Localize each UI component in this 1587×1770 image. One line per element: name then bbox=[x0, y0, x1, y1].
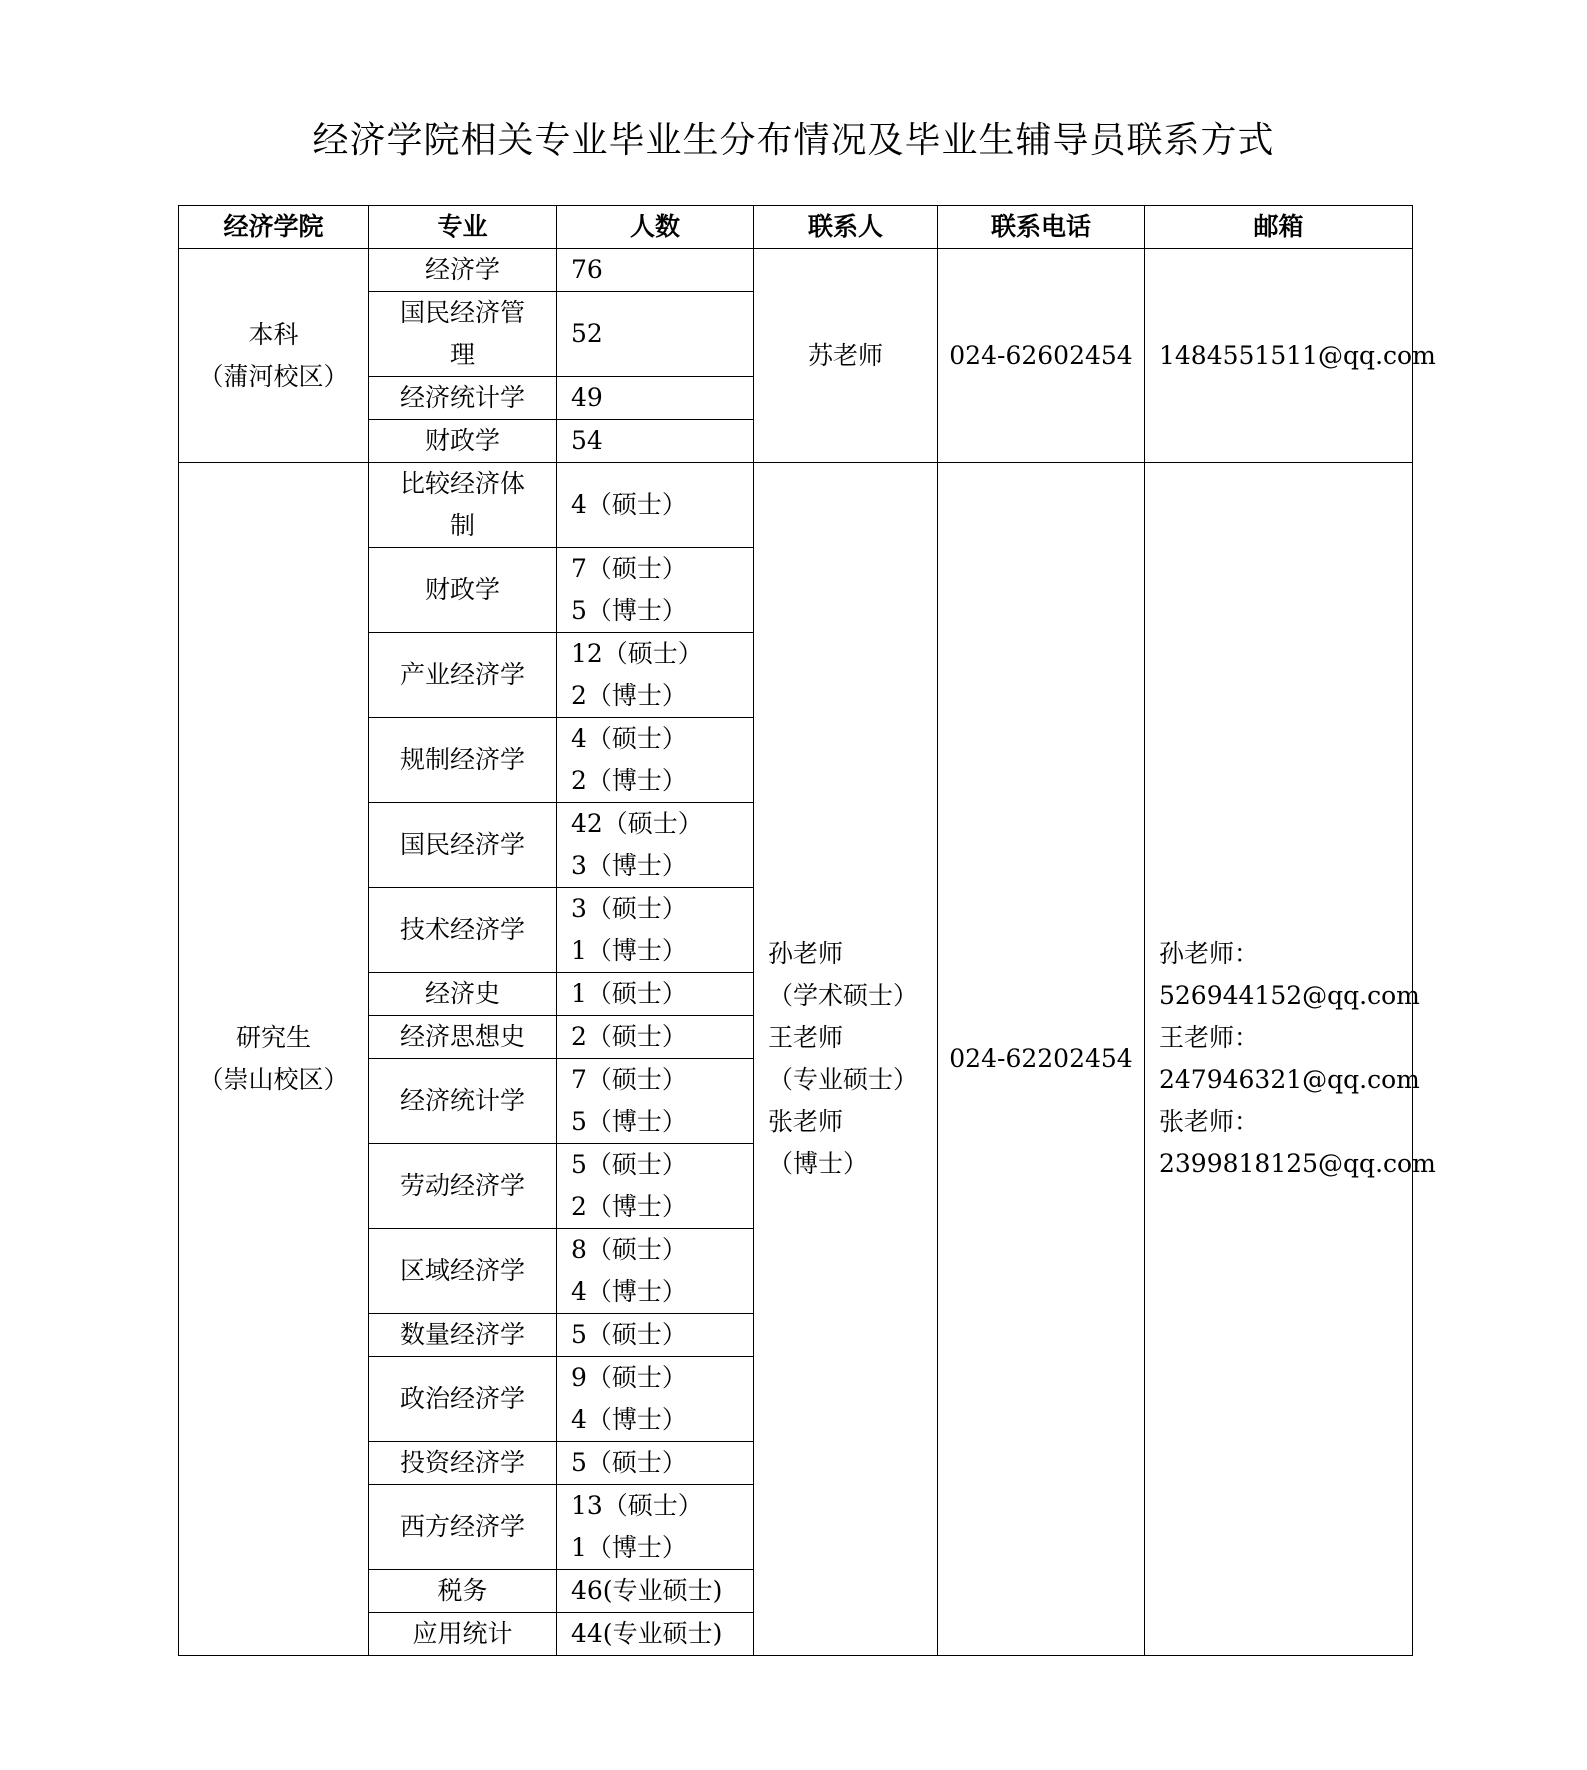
count-text: 4（硕士） bbox=[571, 724, 687, 753]
major-cell bbox=[369, 420, 557, 463]
count-cell bbox=[557, 1570, 754, 1613]
count-cell bbox=[557, 1314, 754, 1357]
category-cell bbox=[179, 249, 369, 463]
major-cell bbox=[369, 1016, 557, 1059]
contact-table bbox=[178, 205, 1436, 1656]
email-cell bbox=[1145, 463, 1436, 1656]
header-email: 邮箱 bbox=[1145, 206, 1413, 249]
contact-text: （学术硕士） bbox=[768, 981, 919, 1010]
count-text: 4（博士） bbox=[571, 1405, 687, 1434]
contact-cell bbox=[754, 249, 938, 463]
count-cell bbox=[557, 548, 754, 633]
major-text: 经济史 bbox=[424, 979, 500, 1008]
table-row bbox=[179, 249, 1413, 292]
count-text: 54 bbox=[571, 426, 603, 455]
count-text: 13（硕士） bbox=[571, 1491, 703, 1520]
count-text: 76 bbox=[571, 255, 603, 284]
major-text: 财政学 bbox=[424, 575, 500, 604]
major-cell bbox=[369, 1314, 557, 1357]
contact-text: 苏老师 bbox=[807, 340, 883, 370]
count-cell bbox=[557, 633, 754, 718]
count-cell bbox=[557, 1059, 754, 1144]
major-text: 技术经济学 bbox=[399, 915, 525, 944]
email-text: 张老师： bbox=[1159, 1107, 1260, 1136]
major-cell bbox=[369, 1442, 557, 1485]
major-cell bbox=[369, 377, 557, 420]
category-text: （崇山校区） bbox=[198, 1065, 349, 1094]
major-cell bbox=[369, 463, 557, 548]
count-text: 8（硕士） bbox=[571, 1235, 687, 1264]
email-text: 247946321@qq.com bbox=[1159, 1065, 1420, 1094]
major-cell bbox=[369, 1357, 557, 1442]
category-text: 研究生 bbox=[235, 1023, 311, 1052]
contact-text: 张老师 bbox=[768, 1107, 844, 1136]
major-cell bbox=[369, 803, 557, 888]
count-text: 2（博士） bbox=[571, 766, 687, 795]
count-text: 5（博士） bbox=[571, 596, 687, 625]
count-cell bbox=[557, 249, 754, 292]
major-text: 应用统计 bbox=[412, 1619, 513, 1648]
email-cell bbox=[1145, 249, 1436, 463]
major-text: 劳动经济学 bbox=[399, 1171, 525, 1200]
count-cell bbox=[557, 1442, 754, 1485]
header-row bbox=[179, 206, 1413, 249]
category-text: （蒲河校区） bbox=[198, 361, 349, 391]
email-text: 孙老师： bbox=[1159, 939, 1260, 968]
count-text: 5（硕士） bbox=[571, 1150, 687, 1179]
major-text: 投资经济学 bbox=[399, 1448, 525, 1477]
major-cell bbox=[369, 973, 557, 1016]
major-text: 区域经济学 bbox=[399, 1256, 525, 1285]
phone-text: 024-62202454 bbox=[949, 1044, 1133, 1073]
count-text: 46(专业硕士) bbox=[571, 1576, 723, 1605]
major-text: 经济学 bbox=[424, 255, 500, 284]
major-cell bbox=[369, 1613, 557, 1656]
count-cell bbox=[557, 888, 754, 973]
phone-text: 024-62602454 bbox=[949, 340, 1133, 370]
category-cell bbox=[179, 463, 369, 1656]
count-text: 4（硕士） bbox=[571, 490, 687, 519]
major-text: 数量经济学 bbox=[399, 1320, 525, 1349]
header-contact: 联系人 bbox=[754, 206, 938, 249]
header-college: 经济学院 bbox=[179, 206, 369, 249]
count-text: 2（博士） bbox=[571, 681, 687, 710]
count-cell bbox=[557, 1613, 754, 1656]
contact-text: （专业硕士） bbox=[768, 1065, 919, 1094]
major-text: 西方经济学 bbox=[399, 1512, 525, 1541]
major-text: 规制经济学 bbox=[399, 745, 525, 774]
major-text: 比较经济体 bbox=[399, 469, 525, 498]
count-cell bbox=[557, 420, 754, 463]
major-cell bbox=[369, 292, 557, 377]
major-cell bbox=[369, 718, 557, 803]
phone-cell bbox=[938, 249, 1145, 463]
count-text: 5（博士） bbox=[571, 1107, 687, 1136]
count-text: 1（博士） bbox=[571, 1533, 687, 1562]
major-text: 政治经济学 bbox=[399, 1384, 525, 1413]
count-cell bbox=[557, 1144, 754, 1229]
count-text: 49 bbox=[571, 383, 603, 412]
major-cell bbox=[369, 1144, 557, 1229]
major-cell bbox=[369, 1570, 557, 1613]
major-text: 理 bbox=[449, 340, 475, 369]
count-cell bbox=[557, 377, 754, 420]
count-text: 1（硕士） bbox=[571, 979, 687, 1008]
count-text: 3（硕士） bbox=[571, 894, 687, 923]
major-cell bbox=[369, 633, 557, 718]
major-text: 税务 bbox=[437, 1576, 488, 1605]
table-row bbox=[179, 463, 1413, 548]
email-text: 526944152@qq.com bbox=[1159, 981, 1420, 1010]
count-cell bbox=[557, 1485, 754, 1570]
major-cell bbox=[369, 249, 557, 292]
header-major: 专业 bbox=[369, 206, 557, 249]
count-text: 3（博士） bbox=[571, 851, 687, 880]
contact-text: 王老师 bbox=[768, 1023, 844, 1052]
major-text: 财政学 bbox=[424, 426, 500, 455]
major-text: 产业经济学 bbox=[399, 660, 525, 689]
header-phone: 联系电话 bbox=[938, 206, 1145, 249]
count-text: 7（硕士） bbox=[571, 554, 687, 583]
count-text: 7（硕士） bbox=[571, 1065, 687, 1094]
major-text: 制 bbox=[449, 511, 475, 540]
count-text: 52 bbox=[571, 319, 603, 348]
count-text: 2（硕士） bbox=[571, 1022, 687, 1051]
count-cell bbox=[557, 973, 754, 1016]
count-cell bbox=[557, 803, 754, 888]
major-cell bbox=[369, 1229, 557, 1314]
major-text: 经济统计学 bbox=[399, 1086, 525, 1115]
count-cell bbox=[557, 718, 754, 803]
contact-text: 孙老师 bbox=[768, 939, 844, 968]
contact-cell bbox=[754, 463, 938, 1656]
phone-cell bbox=[938, 463, 1145, 1656]
major-text: 经济思想史 bbox=[399, 1022, 525, 1051]
header-count: 人数 bbox=[557, 206, 754, 249]
count-text: 42（硕士） bbox=[571, 809, 703, 838]
count-text: 4（博士） bbox=[571, 1277, 687, 1306]
count-text: 5（硕士） bbox=[571, 1448, 687, 1477]
count-cell bbox=[557, 292, 754, 377]
count-text: 44(专业硕士) bbox=[571, 1619, 723, 1648]
category-text: 本科 bbox=[248, 319, 299, 349]
count-text: 5（硕士） bbox=[571, 1320, 687, 1349]
count-text: 9（硕士） bbox=[571, 1363, 687, 1392]
count-text: 2（博士） bbox=[571, 1192, 687, 1221]
count-text: 12（硕士） bbox=[571, 639, 703, 668]
major-text: 经济统计学 bbox=[399, 383, 525, 412]
major-text: 国民经济管 bbox=[399, 298, 525, 327]
page-title: 经济学院相关专业毕业生分布情况及毕业生辅导员联系方式 bbox=[312, 120, 1275, 161]
email-text: 1484551511@qq.com bbox=[1159, 340, 1436, 370]
major-cell bbox=[369, 1059, 557, 1144]
count-cell bbox=[557, 1016, 754, 1059]
email-text: 王老师： bbox=[1159, 1023, 1260, 1052]
email-text: 2399818125@qq.com bbox=[1159, 1149, 1436, 1178]
count-text: 1（博士） bbox=[571, 936, 687, 965]
table-body bbox=[179, 249, 1436, 1656]
count-cell bbox=[557, 463, 754, 548]
count-cell bbox=[557, 1229, 754, 1314]
contact-text: （博士） bbox=[768, 1149, 869, 1178]
major-cell bbox=[369, 888, 557, 973]
major-cell bbox=[369, 548, 557, 633]
count-cell bbox=[557, 1357, 754, 1442]
major-text: 国民经济学 bbox=[399, 830, 525, 859]
major-cell bbox=[369, 1485, 557, 1570]
